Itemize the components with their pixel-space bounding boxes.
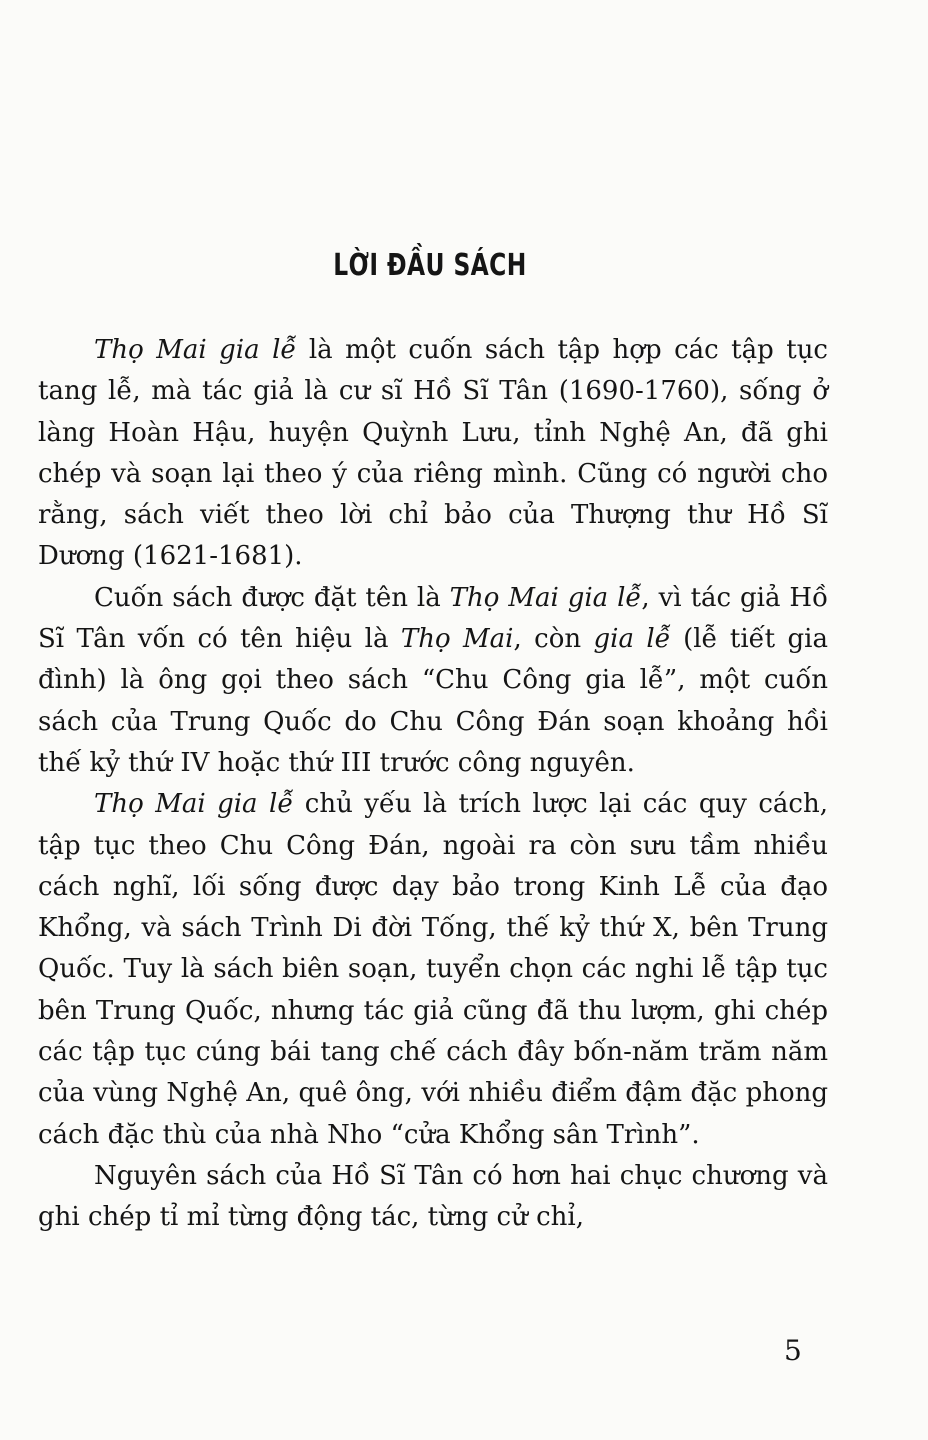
text-segment: Thọ Mai bbox=[400, 624, 514, 655]
text-segment: chủ yếu là trích lược lại các quy cách, tập tục theo Chu Công Đán, ngoài ra còn sưu tầm nhiều cách nghĩ, lối sống được dạy bảo trong Kinh Lễ của đạo Khổng, và sách Trình Di đời Tống, thế kỷ thứ X, bên Trung Quốc. Tuy là sách biên soạn, tuyển chọn các nghi lễ tập tục bên Trung Quốc, nhưng tác giả cũng đã thu lượm, ghi chép các tập tục cúng bái tang chế cách đây bốn-năm trăm năm của vùng Nghệ An, quê ông, với nhiều điểm đậm đặc phong cách đặc thù của nhà Nho “cửa Khổng sân Trình”. bbox=[38, 789, 828, 1150]
text-segment: (lễ tiết gia đình) là ông gọi theo sách “Chu Công gia lễ”, một cuốn sách của Trung Quốc do Chu Công Đán soạn khoảng hồi thế kỷ thứ IV hoặc thứ III trước công nguyên. bbox=[38, 624, 828, 778]
paragraph-2 bbox=[38, 578, 828, 784]
paragraph-1 bbox=[38, 330, 828, 578]
page-number: 5 bbox=[784, 1334, 802, 1367]
text-segment: Thọ Mai gia lễ bbox=[94, 335, 297, 365]
paragraph-4 bbox=[38, 1156, 828, 1239]
text-segment: , còn bbox=[513, 624, 594, 655]
paragraph-3 bbox=[38, 784, 828, 1156]
text-segment: là một cuốn sách tập hợp các tập tục tang lễ, mà tác giả là cư sĩ Hồ Sĩ Tân (1690-1760), sống ở làng Hoàn Hậu, huyện Quỳnh Lưu, tỉnh Nghệ An, đã ghi chép và soạn lại theo ý của riêng mình. Cũng có người cho rằng, sách viết theo lời chỉ bảo của Thượng thư Hồ Sĩ Dương (1621-1681). bbox=[38, 335, 828, 572]
text-segment: Thọ Mai gia lễ bbox=[449, 582, 642, 613]
body-text bbox=[38, 330, 828, 1239]
text-segment: Nguyên sách của Hồ Sĩ Tân có hơn hai chục chương và ghi chép tỉ mỉ từng động tác, từng cử chỉ, bbox=[38, 1160, 828, 1233]
page-heading: LỜI ĐẦU SÁCH bbox=[333, 248, 527, 283]
text-segment: gia lễ bbox=[593, 624, 671, 655]
text-segment: , vì tác giả Hồ Sĩ Tân vốn có tên hiệu là bbox=[38, 582, 828, 655]
text-segment: Cuốn sách được đặt tên là bbox=[94, 582, 450, 613]
text-segment: Thọ Mai gia lễ bbox=[94, 789, 294, 820]
